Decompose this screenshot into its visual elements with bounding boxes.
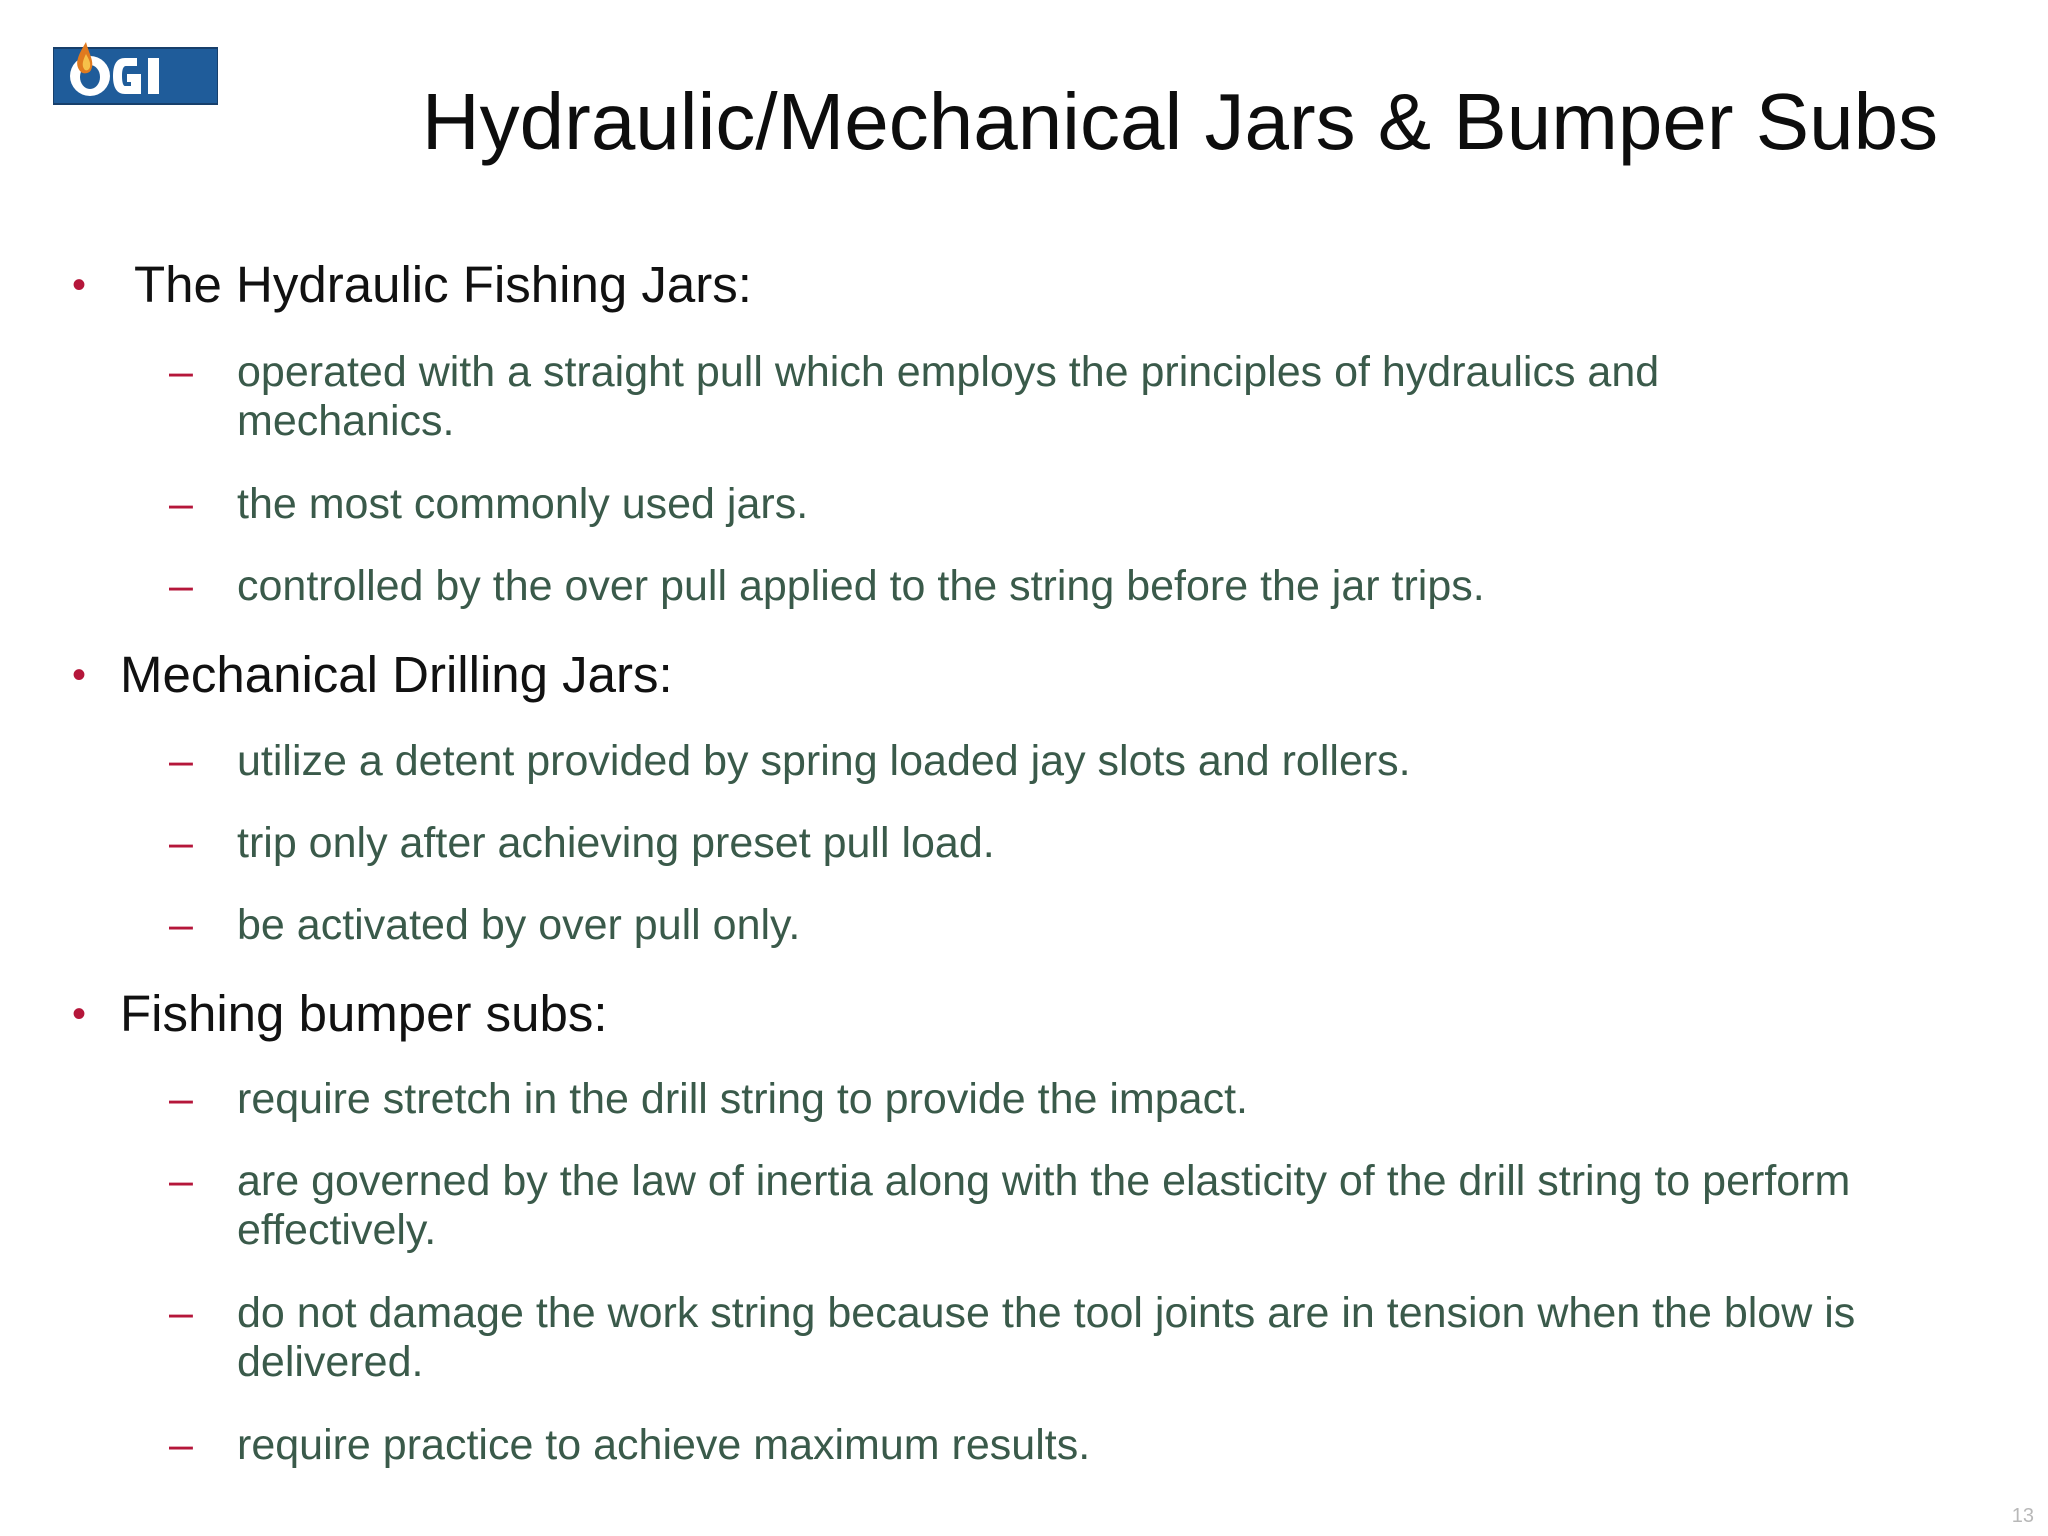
- sub-item: [169, 1289, 1877, 1387]
- sub-item: [169, 348, 1877, 446]
- bullet-fishing-bumper-subs: [72, 984, 1920, 1044]
- dash-marker: –: [169, 562, 193, 610]
- bullet-marker: •: [72, 992, 87, 1036]
- dash-marker: –: [169, 1157, 193, 1205]
- dash-marker: –: [169, 1289, 193, 1337]
- sub-item: [169, 562, 1877, 611]
- sub-item-text: be activated by over pull only.: [237, 901, 801, 949]
- sub-item-text: require practice to achieve maximum results.: [237, 1421, 1091, 1469]
- sub-item: [169, 1157, 1877, 1255]
- bullet-heading: Mechanical Drilling Jars:: [120, 646, 673, 703]
- sub-item-text: utilize a detent provided by spring loaded jay slots and rollers.: [237, 737, 1411, 785]
- dash-marker: –: [169, 819, 193, 867]
- bullet-heading: The Hydraulic Fishing Jars:: [134, 256, 752, 313]
- sub-item-text: controlled by the over pull applied to the string before the jar trips.: [237, 562, 1485, 610]
- bullet-marker: •: [72, 653, 87, 697]
- sub-item-text: trip only after achieving preset pull load.: [237, 819, 995, 867]
- sub-item-text: are governed by the law of inertia along with the elasticity of the drill string to perform effectively.: [237, 1157, 1851, 1254]
- sub-item-text: operated with a straight pull which employs the principles of hydraulics and mechanics.: [237, 348, 1660, 445]
- sub-item: [169, 819, 1877, 868]
- sub-item: [169, 1075, 1877, 1124]
- slide-title: Hydraulic/Mechanical Jars & Bumper Subs: [421, 77, 1939, 166]
- sub-item: [169, 737, 1877, 786]
- bullet-mechanical-drilling-jars: [72, 645, 1920, 705]
- sub-item-text: require stretch in the drill string to provide the impact.: [237, 1075, 1248, 1123]
- dash-marker: –: [169, 901, 193, 949]
- bullet-marker: •: [72, 263, 87, 307]
- sub-item: [169, 480, 1877, 529]
- sub-item: [169, 1421, 1877, 1470]
- dash-marker: –: [169, 480, 193, 528]
- dash-marker: –: [169, 348, 193, 396]
- sub-item-text: do not damage the work string because the tool joints are in tension when the blow is delivered.: [237, 1289, 1856, 1386]
- dash-marker: –: [169, 1075, 193, 1123]
- page-number: 13: [2011, 1505, 2034, 1527]
- dash-marker: –: [169, 737, 193, 785]
- bullet-heading: Fishing bumper subs:: [120, 985, 608, 1042]
- dash-marker: –: [169, 1421, 193, 1469]
- sub-item-text: the most commonly used jars.: [237, 480, 809, 528]
- bullet-hydraulic-fishing-jars: [72, 255, 1934, 315]
- sub-item: [169, 901, 1877, 950]
